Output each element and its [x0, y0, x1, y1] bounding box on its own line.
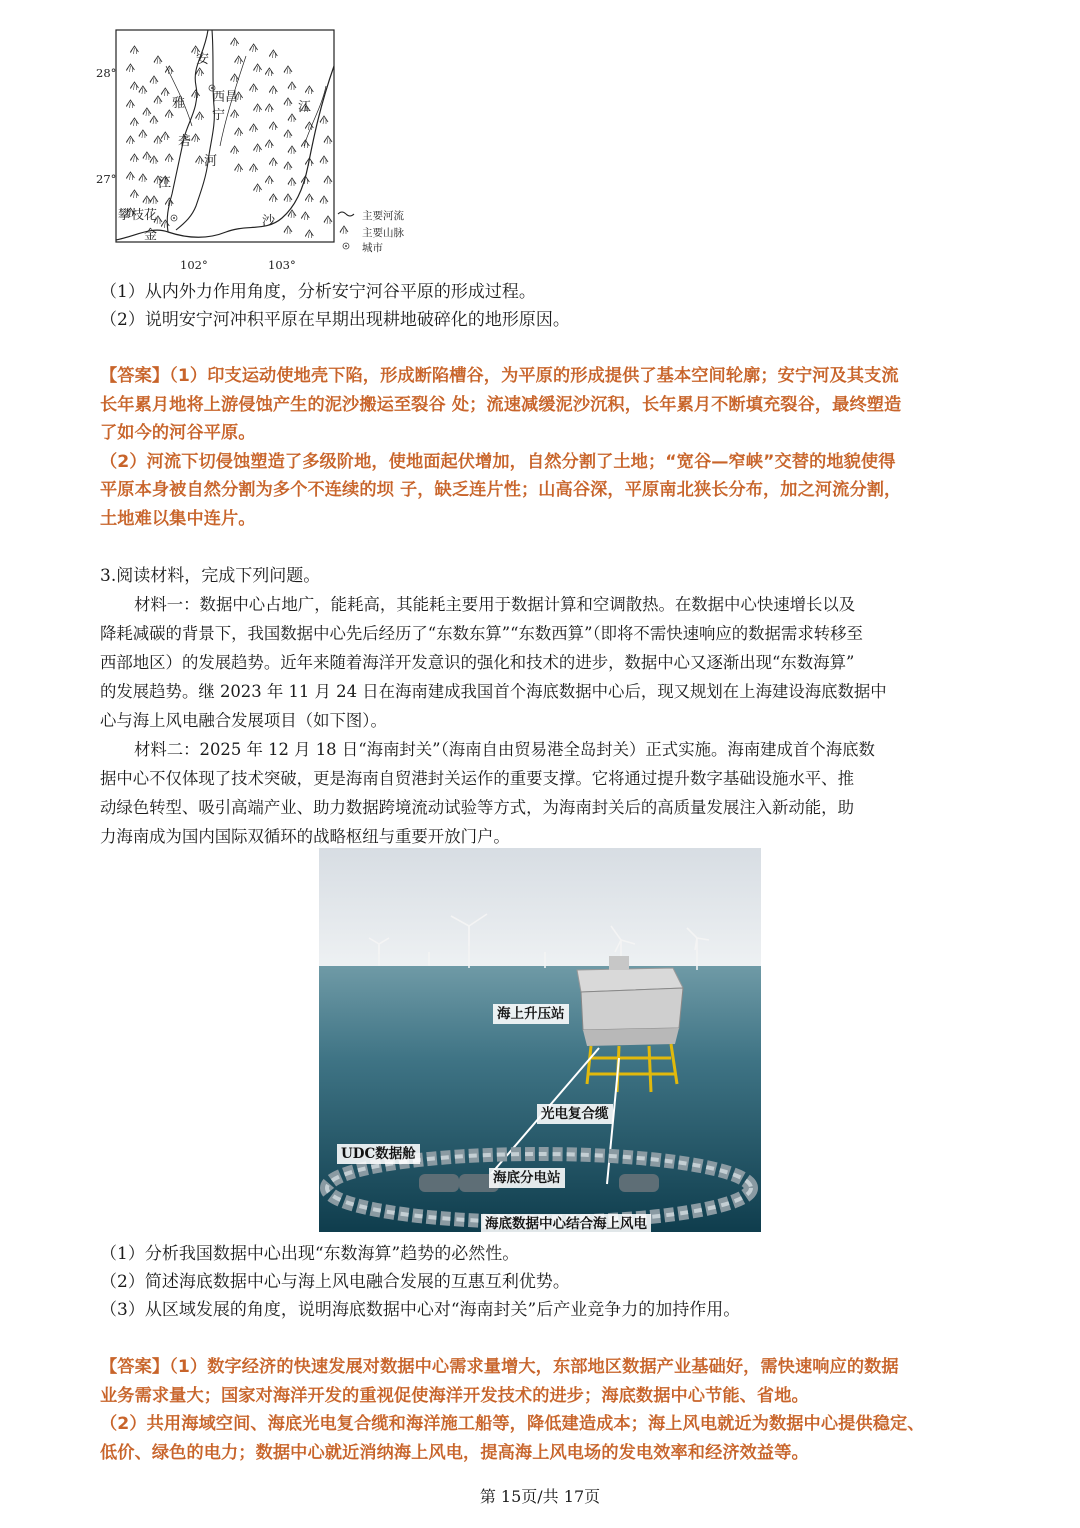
q3-sub1: （1）分析我国数据中心出现“东数海算”趋势的必然性。 [100, 1244, 520, 1264]
lon-102-label: 102° [180, 258, 208, 272]
q2-sub1: （1）从内外力作用角度，分析安宁河谷平原的形成过程。 [100, 282, 536, 302]
page-footer: 第 15页/共 17页 [479, 1487, 601, 1506]
legend-river-symbol [338, 212, 354, 216]
legend-mountain-label: 主要山脉 [362, 227, 404, 239]
map-label-ya: 雅 [172, 96, 186, 111]
q3-sub2: （2）简述海底数据中心与海上风电融合发展的互惠互利优势。 [100, 1272, 570, 1292]
map-label-xichang: 西昌 [212, 90, 239, 105]
lon-103-label: 103° [268, 258, 296, 272]
label-optical-cable: 光电复合缆 [537, 1104, 613, 1124]
map-label-panzhihua: 攀枝花 [118, 208, 158, 223]
material1-line-5: 心与海上风电融合发展项目（如下图）。 [100, 711, 387, 730]
q2-answer-line-3: 了如今的河谷平原。 [100, 423, 256, 443]
map-label-sha: 沙 [262, 214, 276, 229]
map-label-an: 安 [196, 52, 210, 67]
material2-line-3: 动绿色转型、吸引高端产业、助力数据跨境流动试验等方式，为海南封关后的高质量发展注入新动能，助 [100, 798, 854, 817]
q3-answer-line-1: 【答案】（1）数字经济的快速发展对数据中心需求量增大，东部地区数据产业基础好，需快速响应的数据 [100, 1357, 899, 1377]
q3-title: 3.阅读材料，完成下列问题。 [100, 566, 321, 586]
lat-27-label: 27° [96, 172, 117, 186]
q3-answer-tag: 【答案】 [100, 1357, 170, 1377]
offshore-datacenter-image [319, 848, 761, 1232]
q2-answer-line-4: （2）河流下切侵蚀塑造了多级阶地，使地面起伏增加，自然分割了土地；“宽谷—窄峡”交替的地貌使得 [100, 451, 896, 472]
image-caption: 海底数据中心结合海上风电 [481, 1214, 651, 1232]
q3-material2 [100, 735, 985, 851]
map-label-jiang2: 江 [298, 100, 312, 115]
label-udc: UDC数据舱 [337, 1144, 420, 1164]
q3-answer [100, 1353, 990, 1467]
material2-line-4: 力海南成为国内国际双循环的战略枢纽与重要开放门户。 [100, 827, 510, 846]
material2-line-2: 据中心不仅体现了技术突破，更是海南自贸港封关运作的重要支撑。它将通过提升数字基础设施水平、推 [100, 769, 854, 788]
label-offshore-station: 海上升压站 [493, 1004, 569, 1024]
q2-answer [100, 362, 990, 533]
map-label-jiang1: 江 [158, 176, 172, 191]
material1-line-4: 的发展趋势。继 2023 年 11 月 24 日在海南建成我国首个海底数据中心后，现又规划在上海建设海底数据中 [100, 682, 887, 701]
map-label-long: 砻 [178, 134, 192, 149]
map-figure [96, 26, 426, 272]
q3-sub3: （3）从区域发展的角度，说明海底数据中心对“海南封关”后产业竞争力的加持作用。 [100, 1300, 741, 1320]
q3-answer-line-2: 业务需求量大；国家对海洋开发的重视促使海洋开发技术的进步；海底数据中心节能、省地。 [100, 1385, 809, 1406]
label-seabed-substation: 海底分电站 [489, 1168, 565, 1188]
q2-answer-line-2: 长年累月地将上游侵蚀产生的泥沙搬运至裂谷 处；流速减缓泥沙沉积，长年累月不断填充裂谷，最终塑造 [100, 394, 902, 415]
q3-answer-line-4: 低价、绿色的电力；数据中心就近消纳海上风电，提高海上风电场的发电效率和经济效益等。 [100, 1442, 809, 1463]
material1-line-2: 降耗减碳的背景下，我国数据中心先后经历了“东数东算”“东数西算”（即将不需快速响应的数据需求转移至 [100, 624, 863, 643]
q2-answer-line-1: 【答案】（1）印支运动使地壳下陷，形成断陷槽谷，为平原的形成提供了基本空间轮廓；安宁河及其支流 [100, 366, 899, 386]
q2-answer-line-6: 土地难以集中连片。 [100, 508, 256, 529]
q3-answer-line-3: （2）共用海域空间、海底光电复合缆和海洋施工船等，降低建造成本；海上风电就近为数据中心提供稳定、 [100, 1414, 925, 1434]
map-label-he: 河 [204, 154, 218, 169]
material1-line-3: 西部地区）的发展趋势。近年来随着海洋开发意识的强化和技术的进步，数据中心又逐渐出现“东数海算” [100, 653, 855, 672]
q2-answer-line-5: 平原本身被自然分割为多个不连续的坝 子，缺乏连片性；山高谷深，平原南北狭长分布，加之河流分割， [100, 480, 902, 500]
legend-city-label: 城市 [362, 242, 383, 254]
legend-river-label: 主要河流 [362, 210, 404, 222]
material1-line-1: 材料一：数据中心占地广，能耗高，其能耗主要用于数据计算和空调散热。在数据中心快速增长以及 [134, 595, 856, 614]
lat-28-label: 28° [96, 66, 117, 80]
material2-line-1: 材料二：2025 年 12 月 18 日“海南封关”（海南自由贸易港全岛封关）正式实施。海南建成首个海底数 [134, 740, 875, 759]
map-label-ning: 宁 [212, 108, 226, 123]
q3-material1 [100, 590, 985, 735]
legend-mountain-symbol [340, 226, 348, 234]
q2-sub2: （2）说明安宁河冲积平原在早期出现耕地破碎化的地形原因。 [100, 310, 570, 330]
map-label-jin: 金 [144, 228, 158, 243]
q2-answer-tag: 【答案】 [100, 366, 170, 386]
